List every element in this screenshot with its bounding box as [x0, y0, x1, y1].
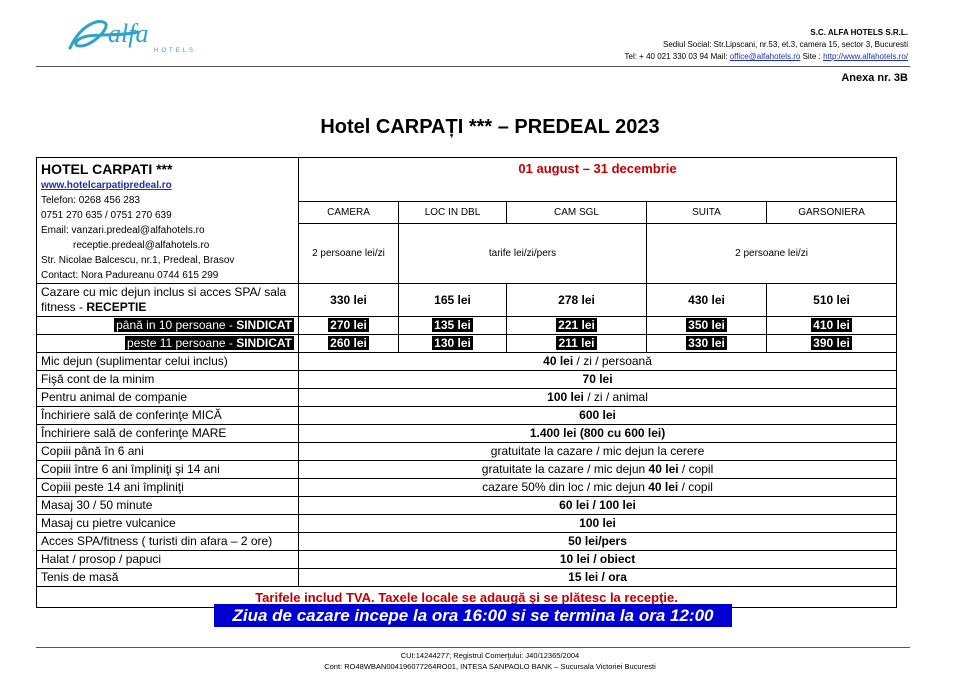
- logo-text: alfa: [108, 19, 149, 48]
- rate-cell: 410 lei: [767, 317, 897, 335]
- extra-label: Halat / prosop / papuci: [37, 551, 299, 569]
- rate-label-sindicat-11: peste 11 persoane - SINDICAT: [37, 335, 299, 353]
- extra-label: Închiriere sală de conferinţe MARE: [37, 425, 299, 443]
- footer: [0, 650, 980, 672]
- extra-value: 40 lei / zi / persoană: [299, 353, 897, 371]
- extra-value: 10 lei / obiect: [299, 551, 897, 569]
- extra-value: 600 lei: [299, 407, 897, 425]
- hotel-email2: receptie.predeal@alfahotels.ro: [73, 240, 210, 251]
- extra-label: Pentru animal de companie: [37, 389, 299, 407]
- rate-label-receptie: Cazare cu mic dejun inclus si acces SPA/ sala fitness - RECEPTIE: [37, 284, 299, 317]
- extra-value: gratuitate la cazare / mic dejun 40 lei / copil: [299, 461, 897, 479]
- extra-label: Mic dejun (suplimentar celui inclus): [37, 353, 299, 371]
- hotel-address: Str. Nicolae Balcescu, nr.1, Predeal, Brasov: [41, 255, 235, 266]
- rate-cell: 135 lei: [399, 317, 507, 335]
- extra-label: Copiii între 6 ani împliniţi şi 14 ani: [37, 461, 299, 479]
- extra-value: 50 lei/pers: [299, 533, 897, 551]
- table-row: [37, 371, 897, 389]
- footer-divider: [36, 647, 910, 648]
- rate-cell: 130 lei: [399, 335, 507, 353]
- company-name: S.C. ALFA HOTELS S.R.L.: [810, 28, 908, 37]
- footer-line2: Cont: RO48WBAN004196077264RO01, INTESA SANPAOLO BANK – Sucursala Victoriei Bucuresti: [324, 662, 656, 671]
- extra-value: 60 lei / 100 lei: [299, 497, 897, 515]
- rate-cell: 390 lei: [767, 335, 897, 353]
- table-row: [37, 533, 897, 551]
- rate-label-sindicat-10: până in 10 persoane - SINDICAT: [37, 317, 299, 335]
- unit-right: 2 persoane lei/zi: [647, 224, 897, 284]
- table-row: [37, 569, 897, 587]
- hotel-phone1: Telefon: 0268 456 283: [41, 195, 140, 206]
- extra-value: gratuitate la cazare / mic dejun la cerere: [299, 443, 897, 461]
- site-label: Site :: [800, 52, 824, 61]
- rate-cell: 510 lei: [767, 284, 897, 317]
- table-row: [37, 461, 897, 479]
- extra-label: Copiii peste 14 ani împliniţi: [37, 479, 299, 497]
- extra-label: Tenis de masă: [37, 569, 299, 587]
- company-mail-link[interactable]: office@alfahotels.ro: [729, 52, 801, 61]
- extra-label: Copiii până în 6 ani: [37, 443, 299, 461]
- rate-cell: 260 lei: [299, 335, 399, 353]
- unit-middle: tarife lei/zi/pers: [399, 224, 647, 284]
- company-site-link[interactable]: http://www.alfahotels.ro/: [823, 52, 908, 61]
- hotel-website-link[interactable]: www.hotelcarpatipredeal.ro: [41, 180, 172, 191]
- logo-subtext: HOTELS: [154, 48, 197, 54]
- page-title: Hotel CARPAȚI *** – PREDEAL 2023: [320, 116, 660, 138]
- rate-cell: 221 lei: [507, 317, 647, 335]
- rate-cell: 278 lei: [507, 284, 647, 317]
- hotel-email1: Email: vanzari.predeal@alfahotels.ro: [41, 225, 205, 236]
- extra-label: Acces SPA/fitness ( turisti din afara – 2 ore): [37, 533, 299, 551]
- footer-line1: CUI:14244277; Registrul Comerţului: J40/12365/2004: [400, 651, 580, 660]
- period-header: 01 august – 31 decembrie: [299, 158, 897, 202]
- col-header-camera: CAMERA: [299, 202, 399, 224]
- hotel-name: HOTEL CARPATI ***: [41, 161, 173, 177]
- hotel-phone2: 0751 270 635 / 0751 270 639: [41, 210, 172, 221]
- col-header-garsoniera: GARSONIERA: [767, 202, 897, 224]
- extra-value: cazare 50% din loc / mic dejun 40 lei / copil: [299, 479, 897, 497]
- rate-cell: 165 lei: [399, 284, 507, 317]
- header-divider: [36, 66, 910, 67]
- col-header-cam-sgl: CAM SGL: [507, 202, 647, 224]
- rate-cell: 211 lei: [507, 335, 647, 353]
- extra-value: 100 lei: [299, 515, 897, 533]
- table-row: [37, 497, 897, 515]
- hotel-info-cell: [37, 158, 299, 284]
- company-address: Sediul Social: Str.Lipscani, nr.53, et.3, camera 15, sector 3, Bucuresti: [662, 40, 908, 49]
- contact-phone: Tel: + 40 021 330 03 94 Mail:: [624, 52, 730, 61]
- col-header-loc-dbl: LOC IN DBL: [399, 202, 507, 224]
- price-table: [36, 157, 897, 608]
- table-row: [37, 515, 897, 533]
- extras-rows: [37, 353, 897, 587]
- checkin-banner: Ziua de cazare incepe la ora 16:00 si se termina la ora 12:00: [214, 604, 732, 627]
- hotel-contact: Contact: Nora Padureanu 0744 615 299: [41, 270, 219, 281]
- extra-value: 15 lei / ora: [299, 569, 897, 587]
- extra-label: Fişă cont de la minim: [37, 371, 299, 389]
- rate-cell: 430 lei: [647, 284, 767, 317]
- table-row: [37, 551, 897, 569]
- table-row: [37, 407, 897, 425]
- extra-label: Masaj cu pietre vulcanice: [37, 515, 299, 533]
- annex-label: Anexa nr. 3B: [841, 72, 908, 84]
- extra-value: 100 lei / zi / animal: [299, 389, 897, 407]
- table-row: [37, 425, 897, 443]
- extra-label: Închiriere sală de conferinţe MICĂ: [37, 407, 299, 425]
- rate-cell: 270 lei: [299, 317, 399, 335]
- table-row: [37, 443, 897, 461]
- alfa-hotels-logo: [62, 12, 222, 57]
- tax-note: Tarifele includ TVA. Taxele locale se adaugă şi se plătesc la recepţie.: [37, 587, 897, 608]
- extra-label: Masaj 30 / 50 minute: [37, 497, 299, 515]
- company-header: [625, 27, 909, 63]
- rate-cell: 350 lei: [647, 317, 767, 335]
- unit-camera: 2 persoane lei/zi: [299, 224, 399, 284]
- extra-value: 1.400 lei (800 cu 600 lei): [299, 425, 897, 443]
- table-row: [37, 479, 897, 497]
- extra-value: 70 lei: [299, 371, 897, 389]
- rate-cell: 330 lei: [647, 335, 767, 353]
- table-row: [37, 353, 897, 371]
- company-contact: [625, 51, 909, 63]
- table-row: [37, 389, 897, 407]
- rate-cell: 330 lei: [299, 284, 399, 317]
- col-header-suita: SUITA: [647, 202, 767, 224]
